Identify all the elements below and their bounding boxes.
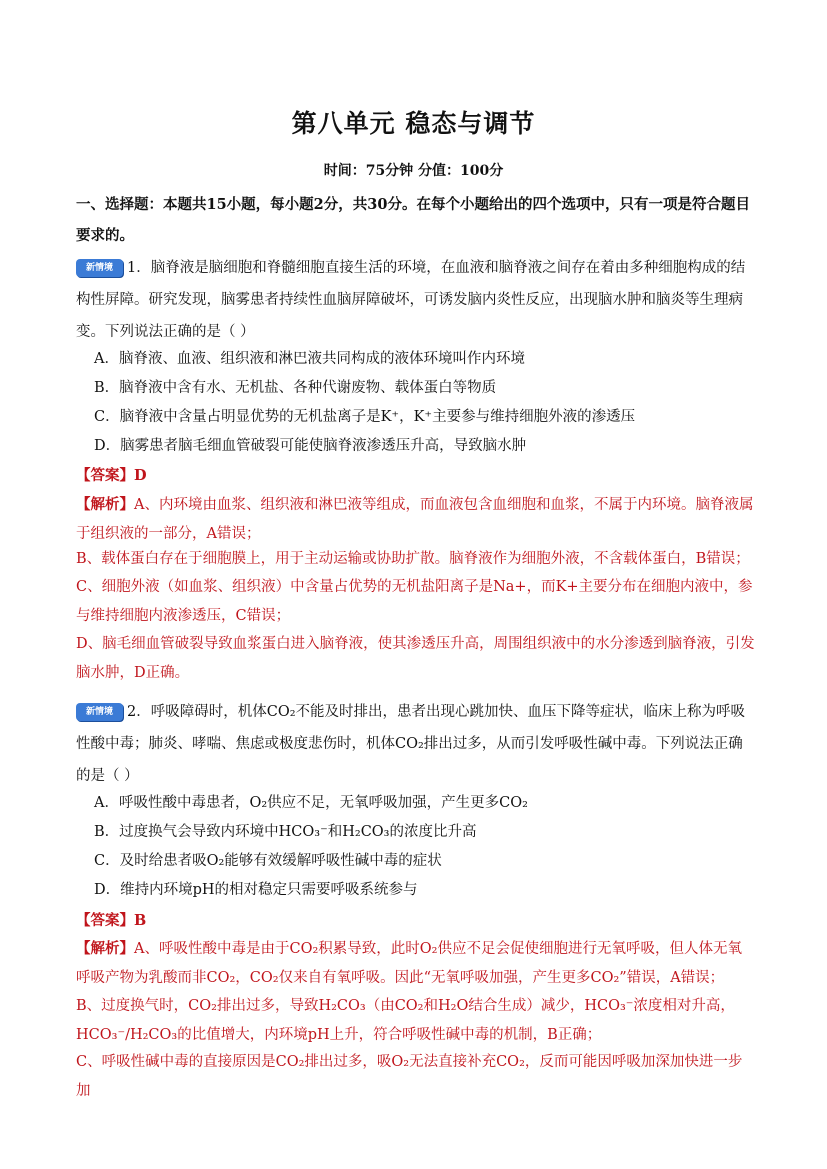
question-2-option-d: D．维持内环境pH的相对稳定只需要呼吸系统参与	[94, 882, 418, 898]
question-1-explanation-b: B、载体蛋白存在于细胞膜上，用于主动运输或协助扩散。脑脊液作为细胞外液，不含载体蛋白，B错误；	[76, 551, 750, 567]
question-2-explanation-b: B、过度换气时，CO₂排出过多，导致H₂CO₃（由CO₂和H₂O结合生成）减少，HCO₃⁻浓度相对升高，HCO₃⁻/H₂CO₃的比值增大，内环境pH上升，符合呼吸性碱中毒的机制，B正确；	[76, 998, 735, 1043]
question-1-option-d: D．脑雾患者脑毛细血管破裂可能使脑脊液渗透压升高，导致脑水肿	[94, 438, 527, 454]
question-1-explanation-a: 【解析】A、内环境由血浆、组织液和淋巴液等组成，而血液包含血细胞和血浆，不属于内环境。脑脊液属于组织液的一部分，A错误；	[76, 496, 754, 542]
question-1-explanation-c: C、细胞外液（如血浆、组织液）中含量占优势的无机盐阳离子是Na+，而K+主要分布在细胞内液中，参与维持细胞内液渗透压，C错误；	[76, 579, 753, 624]
question-1-text: 1．脑脊液是脑细胞和脊髓细胞直接生活的环境，在血液和脑脊液之间存在着由多种细胞构成的结构性屏障。研究发现，脑雾患者持续性血脑屏障破坏，可诱发脑内炎性反应，出现脑水肿和脑炎等生理病变。下列说法正确的是（ ）	[76, 260, 746, 340]
new-context-badge: 新情境	[76, 703, 123, 721]
question-2-text: 2．呼吸障碍时，机体CO₂不能及时排出，患者出现心跳加快、血压下降等症状，临床上称为呼吸性酸中毒；肺炎、哮喘、焦虑或极度悲伤时，机体CO₂排出过多，从而引发呼吸性碱中毒。下列说法正确的是（ ）	[76, 704, 746, 784]
explanation-label: 【解析】	[76, 496, 134, 513]
explanation-label: 【解析】	[76, 940, 134, 957]
question-2-stem	[76, 696, 756, 792]
question-2-option-c: C．及时给患者吸O₂能够有效缓解呼吸性碱中毒的症状	[94, 853, 442, 869]
section-heading: 一、选择题：本题共15小题，每小题2分，共30分。在每个小题给出的四个选项中，只有一项是符合题目要求的。	[76, 196, 750, 244]
new-context-badge: 新情境	[76, 259, 123, 277]
question-1-explanation-d: D、脑毛细血管破裂导致血浆蛋白进入脑脊液，使其渗透压升高，周围组织液中的水分渗透到脑脊液，引发脑水肿，D正确。	[76, 636, 755, 681]
page-title: 第八单元 稳态与调节	[291, 109, 536, 138]
exam-meta: 时间：75分钟 分值：100分	[323, 163, 504, 179]
question-1-answer: 【答案】D	[76, 467, 147, 484]
question-1-option-c: C．脑脊液中含量占明显优势的无机盐离子是K⁺，K⁺主要参与维持细胞外液的渗透压	[94, 409, 636, 425]
question-2-option-b: B．过度换气会导致内环境中HCO₃⁻和H₂CO₃的浓度比升高	[94, 824, 477, 840]
question-1-option-b: B．脑脊液中含有水、无机盐、各种代谢废物、载体蛋白等物质	[94, 380, 497, 396]
question-2-answer: 【答案】B	[76, 912, 147, 929]
question-1-option-a: A．脑脊液、血液、组织液和淋巴液共同构成的液体环境叫作内环境	[94, 351, 525, 367]
question-2-explanation-c: C、呼吸性碱中毒的直接原因是CO₂排出过多，吸O₂无法直接补充CO₂，反而可能因呼吸加深加快进一步加	[76, 1054, 743, 1099]
question-2-option-a: A．呼吸性酸中毒患者，O₂供应不足，无氧呼吸加强，产生更多CO₂	[94, 795, 528, 811]
question-1-stem	[76, 252, 756, 348]
question-2-explanation-a: 【解析】A、呼吸性酸中毒是由于CO₂积累导致，此时O₂供应不足会促使细胞进行无氧呼吸，但人体无氧呼吸产物为乳酸而非CO₂，CO₂仅来自有氧呼吸。因此“无氧呼吸加强，产生更多CO₂”错误，A错误；	[76, 940, 742, 986]
